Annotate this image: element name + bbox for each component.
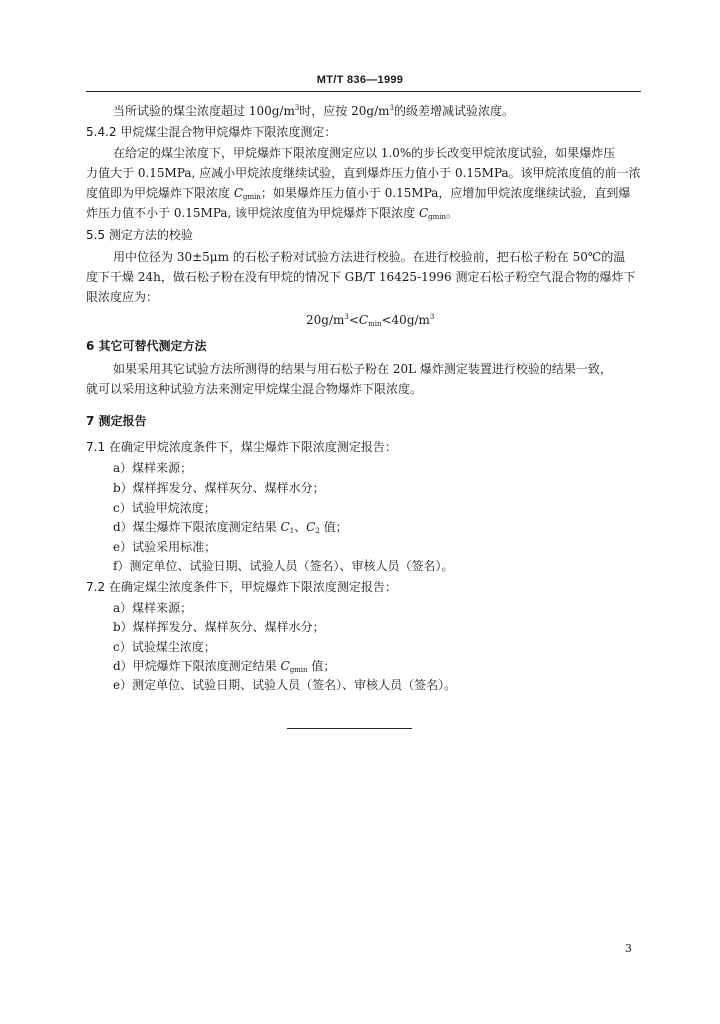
document-code: MT/T 836—1999: [316, 74, 404, 86]
paragraph-5-4-2-line-4: 炸压力值不小于 0.15MPa, 该甲烷浓度值为甲烷爆炸下限浓度 $C_{gmin}$。: [86, 206, 459, 221]
paragraph-5-4-2-line-2: 力值大于 0.15MPa, 应减小甲烷浓度继续试验，直到爆炸压力值小于 0.15MPa。该甲烷浓度值的前一浓: [86, 166, 641, 180]
paragraph-5-5-line-3: 限浓度应为：: [86, 290, 159, 304]
list-item-7-1-e: e）试验采用标准；: [113, 540, 217, 554]
header-rule: [86, 91, 641, 92]
list-item-7-1-c: c）试验甲烷浓度；: [113, 501, 216, 515]
heading-7-2: 7.2 在确定煤尘浓度条件下，甲烷爆炸下限浓度测定报告：: [86, 580, 397, 594]
paragraph-5-4-2-line-1: 在给定的煤尘浓度下，甲烷爆炸下限浓度测定应以 1.0%的步长改变甲烷浓度试验，如果爆炸压: [113, 146, 616, 160]
list-item-7-2-a: a）煤样来源；: [113, 601, 193, 615]
list-item-7-2-b: b）煤样挥发分、煤样灰分、煤样水分；: [113, 620, 325, 634]
paragraph-6-line-2: 就可以采用这种试验方法来测定甲烷煤尘混合物爆炸下限浓度。: [86, 382, 423, 396]
list-item-7-1-a: a）煤样来源；: [113, 461, 193, 475]
list-item-7-2-e: e）测定单位、试验日期、试验人员（签名）、审核人员（签名）。: [113, 678, 457, 692]
page-number: 3: [625, 942, 632, 955]
end-of-text-rule: [287, 728, 412, 729]
list-item-7-2-d: d）甲烷爆炸下限浓度测定结果 $C_{gmin}$ 值；: [113, 659, 336, 674]
heading-6: 6 其它可替代测定方法: [86, 339, 207, 353]
paragraph-5-4-1-tail: 当所试验的煤尘浓度超过 $100g/m^3$时，应按 $20g/m^3$的级差增减试验浓度。: [113, 104, 514, 118]
list-item-7-1-b: b）煤样挥发分、煤样灰分、煤样水分；: [113, 481, 325, 495]
paragraph-6-line-1: 如果采用其它试验方法所测得的结果与用石松子粉在 20L 爆炸测定装置进行校验的结果一致，: [113, 362, 612, 376]
heading-7-1: 7.1 在确定甲烷浓度条件下，煤尘爆炸下限浓度测定报告：: [86, 440, 397, 454]
heading-7: 7 测定报告: [86, 414, 147, 428]
heading-5-5: 5.5 测定方法的校验: [86, 228, 193, 242]
paragraph-5-5-line-2: 度下干燥 24h，做石松子粉在没有甲烷的情况下 GB/T 16425-1996 测定石松子粉空气混合物的爆炸下: [86, 270, 636, 284]
paragraph-5-5-line-1: 用中位径为 30±5μm 的石松子粉对试验方法进行校验。在进行校验前，把石松子粉在 50℃的温: [113, 250, 626, 264]
formula-calibration-range: $20g/m^3<C_{min}<40g/m^3$: [306, 313, 435, 328]
paragraph-5-4-2-line-3: 度值即为甲烷爆炸下限浓度 $C_{gmin}$；如果爆炸压力值小于 0.15MPa，应增加甲烷浓度继续试验，直到爆: [86, 186, 631, 201]
list-item-7-2-c: c）试验煤尘浓度；: [113, 640, 216, 654]
heading-5-4-2: 5.4.2 甲烷煤尘混合物甲烷爆炸下限浓度测定：: [86, 125, 337, 139]
list-item-7-1-d: d）煤尘爆炸下限浓度测定结果 $C_1$、$C_2$ 值；: [113, 520, 348, 535]
list-item-7-1-f: f）测定单位、试验日期、试验人员（签名）、审核人员（签名）。: [113, 559, 454, 573]
